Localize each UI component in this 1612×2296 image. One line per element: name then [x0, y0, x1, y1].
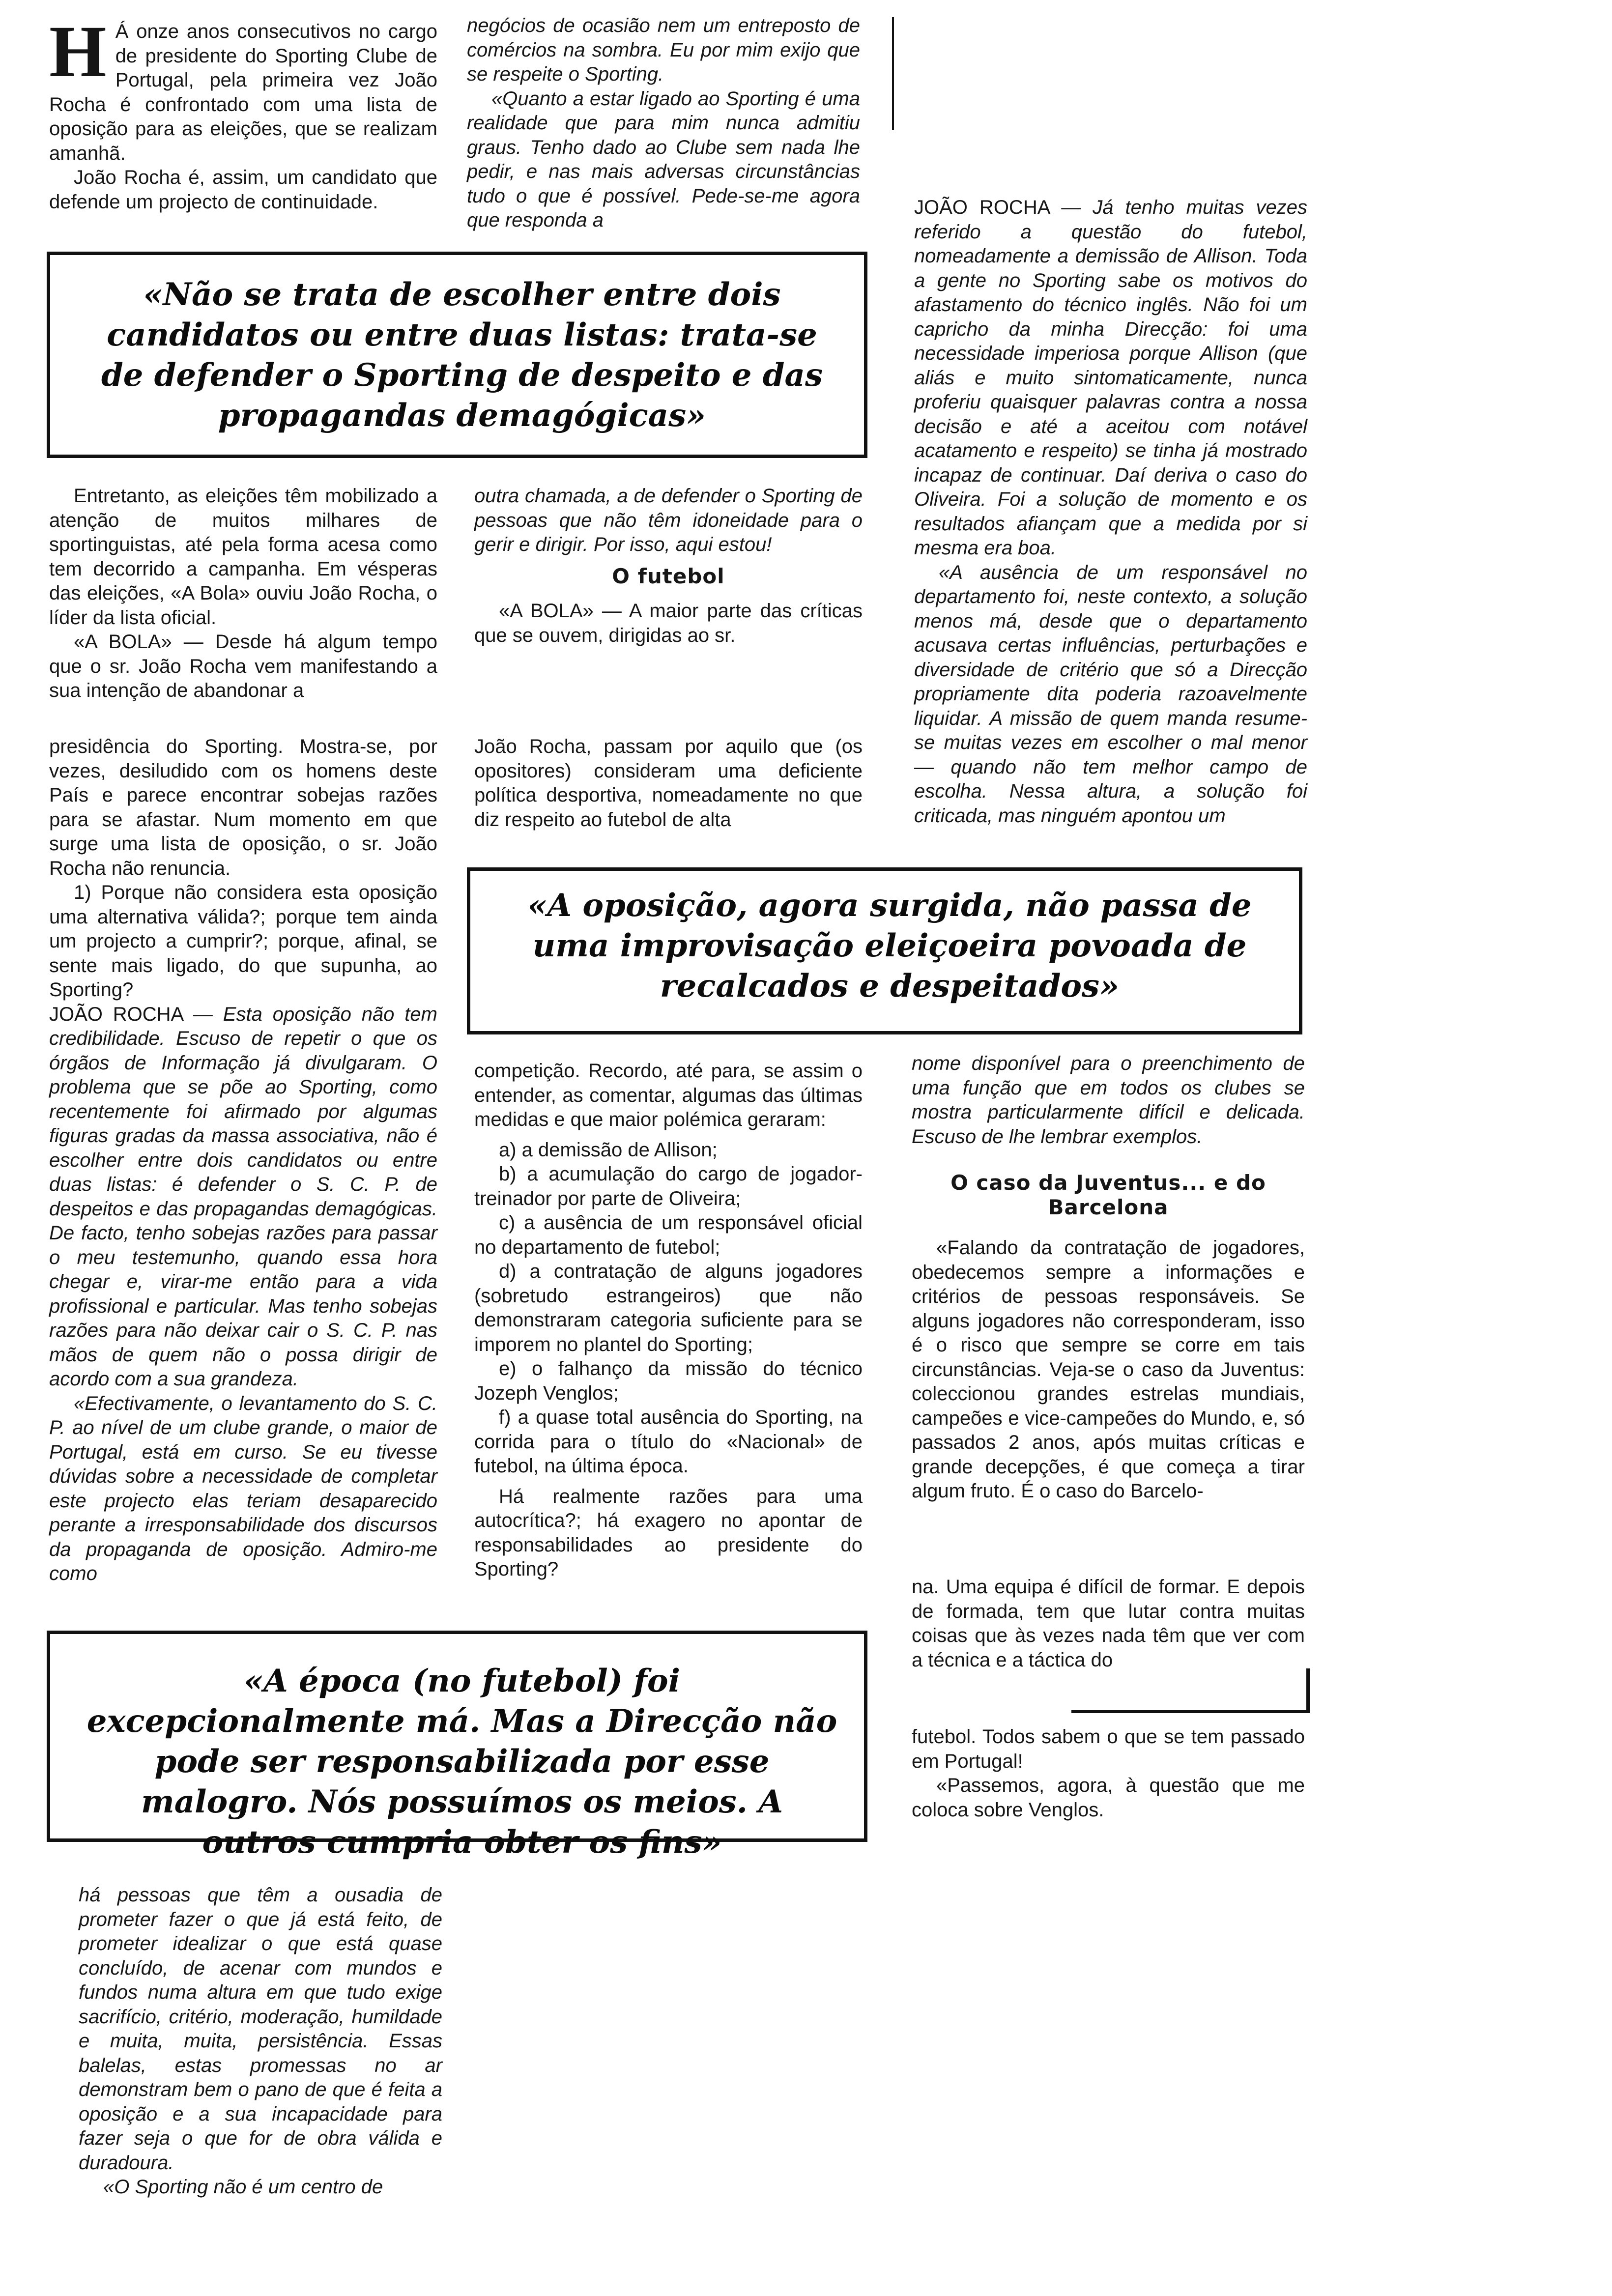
col3-lower-block [912, 1575, 1305, 1672]
subhead-futebol: O futebol [612, 564, 725, 588]
col3-top-paragraph-2: «A ausência de um responsável no departamento foi, neste contexto, a solução menos má, desde que o departamento acusava certas influências, perturbações e diversidade de critério que só a Direcção propriamente dita poderia razoavelmente liquidar. A missão de quem manda resume-se muitas vezes em escolher o mal menor — quando não tem melhor campo de escolha. Nessa altura, a solução foi criticada, mas ninguém apontou um [914, 561, 1307, 827]
col1-mid-block [49, 484, 437, 703]
col1-lower-paragraph-1: presidência do Sporting. Mostra-se, por vezes, desiludido com os homens deste País e parece encontrar sobejas razões para se afastar. Num momento em que surge uma lista de oposição, o sr. João Rocha não renuncia. [49, 736, 437, 879]
column-rule-bottom [1071, 1710, 1310, 1713]
pull-quote-2-text: «A oposição, agora surgida, não passa de uma improvisação eleiçoeira povoada de recalcados e despeitados» [527, 887, 1252, 1004]
col3-bottom-block [912, 1725, 1305, 1822]
pull-quote-2 [467, 867, 1302, 1034]
list-item: d) a contratação de alguns jogadores (sobretudo estrangeiros) que não demonstraram categoria suficiente para se imporem no plantel do Sporting; [474, 1261, 863, 1355]
col2-bottom-paragraph-1: competição. Recordo, até para, se assim o entender, as comentar, algumas das últimas medidas e que maior polémica geraram: [474, 1060, 863, 1130]
col1-lower-block [49, 735, 437, 1586]
col2-lower-block [474, 735, 863, 832]
col3-top-block [914, 196, 1307, 828]
col2-top-paragraph-1: negócios de ocasião nem um entreposto de comércios na sombra. Eu por mim exijo que se respeite o Sporting. [467, 15, 860, 85]
criticisms-list [474, 1138, 863, 1479]
speaker-label: JOÃO ROCHA — [914, 197, 1093, 218]
intro-paragraph-2: João Rocha é, assim, um candidato que defende um projecto de continuidade. [49, 167, 437, 213]
col3-bottom-paragraph-2: «Passemos, agora, à questão que me coloca sobre Venglos. [912, 1775, 1305, 1821]
col3-mid-paragraph-1: nome disponível para o preenchimento de uma função que em todos os clubes se mostra particularmente difícil e delicada. Escuso de lhe lembrar exemplos. [912, 1053, 1305, 1148]
subhead-juventus: O caso da Juventus... e do Barcelona [950, 1171, 1266, 1219]
col1-mid-paragraph-2: «A BOLA» — Desde há algum tempo que o sr. João Rocha vem manifestando a sua intenção de abandonar a [49, 631, 437, 701]
col2-mid-paragraph-2: «A BOLA» — A maior parte das críticas que se ouvem, dirigidas ao sr. [474, 600, 863, 646]
col1-mid-paragraph-1: Entretanto, as eleições têm mobilizado a atenção de muitos milhares de sportinguistas, até pela forma acesa como tem decorrido a campanha. Em vésperas das eleições, «A Bola» ouviu João Rocha, o líder da lista oficial. [49, 485, 437, 629]
col2-mid-paragraph-1: outra chamada, a de defender o Sporting de pessoas que não têm idoneidade para o gerir e dirigir. Por isso, aqui estou! [474, 485, 863, 555]
col3-mid-block [912, 1052, 1305, 1504]
list-item: e) o falhanço da missão do técnico Jozeph Venglos; [474, 1358, 863, 1404]
col2-bottom-block [474, 1059, 863, 1582]
list-item: b) a acumulação do cargo de jogador-treinador por parte de Oliveira; [474, 1163, 863, 1209]
col1-bottom-block [79, 1883, 442, 2200]
col2-top-block [467, 14, 860, 233]
list-item: c) a ausência de um responsável oficial no departamento de futebol; [474, 1212, 863, 1258]
col3-lower-paragraph-1: na. Uma equipa é difícil de formar. E depois de formada, tem que lutar contra muitas coisas que às vezes nada têm que ver com a técnica e a táctica do [912, 1576, 1305, 1671]
col2-bottom-paragraph-2: Há realmente razões para uma autocrítica?; há exagero no apontar de responsabilidades ao presidente do Sporting? [474, 1485, 863, 1580]
col2-top-paragraph-2: «Quanto a estar ligado ao Sporting é uma realidade que para mim nunca admitiu graus. Tenho dado ao Clube sem nada lhe pedir, e nas mais adversas circunstâncias tudo o que é possível. Pede-se-me agora que responda a [467, 87, 860, 231]
list-item: f) a quase total ausência do Sporting, na corrida para o título do «Nacional» de futebol, na última época. [474, 1406, 863, 1477]
intro-block [49, 11, 437, 214]
col2-lower-paragraph-1: João Rocha, passam por aquilo que (os opositores) consideram uma deficiente política desportiva, nomeadamente no que diz respeito ao futebol de alta [474, 736, 863, 831]
list-item: a) a demissão de Allison; [499, 1139, 718, 1161]
col3-top-paragraph-1-text: Já tenho muitas vezes referido a questão do futebol, nomeadamente a demissão de Allison. Toda a gente no Sporting sabe os motivos do afastamento do técnico inglês. Não foi um capricho da minha Direcção: foi uma necessidade imperiosa porque Allison (que aliás e muito sintomaticamente, nunca proferiu quaisquer palavras contra a nossa decisão e até a aceitou com notável acatamento e respeito) se tinha já mostrado incapaz de continuar. Daí deriva o caso do Oliveira. Foi a solução de momento e os resultados afiançam que a medida por si mesma era boa. [914, 197, 1307, 559]
col1-bottom-paragraph-1: há pessoas que têm a ousadia de prometer fazer o que já está feito, de prometer idealizar o que está quase concluído, de acenar com mundos e fundos numa altura em que tudo exige sacrifício, critério, moderação, humildade e muita, muita, persistência. Essas balelas, estas promessas no ar demonstram bem o pano de que é feita a oposição e a sua incapacidade para fazer seja o que for de obra válida e duradoura. [79, 1884, 442, 2174]
pull-quote-1 [47, 252, 867, 458]
col3-mid-paragraph-2: «Falando da contratação de jogadores, obedecemos sempre a informações e critérios de pessoas responsáveis. Se alguns jogadores não corresponderam, isso é o risco que sempre se corre em tais circunstâncias. Veja-se o caso da Juventus: coleccionou grandes estrelas mundiais, campeões e vice-campeões do Mundo, e, só passados 2 anos, após muitas críticas e grande decepções, é que começa a tirar algum fruto. É o caso do Barcelo- [912, 1237, 1305, 1502]
intro-paragraph-1: Á onze anos consecutivos no cargo de presidente do Sporting Clube de Portugal, pela primeira vez João Rocha é confrontado com uma lista de oposição para as eleições, que se realizam amanhã. [49, 21, 437, 164]
drop-cap: H [49, 11, 107, 92]
column-rule-right [1306, 1668, 1310, 1713]
pull-quote-3-text: «A época (no futebol) foi excepcionalmente má. Mas a Direcção não pode ser responsabilizada por esse malogro. Nós possuímos os meios. A outros cumpria obter os fins» [86, 1663, 837, 1861]
col3-top-paragraph-1 [914, 196, 1307, 561]
col1-bottom-paragraph-2: «O Sporting não é um centro de [103, 2176, 383, 2198]
col1-lower-paragraph-2: 1) Porque não considera esta oposição uma alternativa válida?; porque tem ainda um projecto a cumprir?; porque, afinal, se sente mais ligado, do que supunha, ao Sporting? [49, 882, 437, 1001]
pull-quote-3 [47, 1631, 867, 1861]
col1-lower-paragraph-3-text: Esta oposição não tem credibilidade. Escuso de repetir o que os órgãos de Informação já divulgaram. O problema que se põe ao Sporting, como recentemente foi afirmado por algumas figuras gradas da massa associativa, não é escolher entre dois candidatos ou entre duas listas: é defender o S. C. P. de despeitos e das propagandas demagógicas. De facto, tenho sobejas razões para passar o meu testemunho, quando essa hora chegar e, virar-me então para a vida profissional e particular. Mas tenho sobejas razões para não deixar cair o S. C. P. nas mãos de quem não o possa dirigir de acordo com a sua grandeza. [49, 1003, 437, 1390]
pull-quote-1-text: «Não se trata de escolher entre dois candidatos ou entre duas listas: trata-se de defender o Sporting de despeito e das propagandas demagógicas» [101, 276, 823, 434]
col1-lower-paragraph-4: «Efectivamente, o levantamento do S. C. P. ao nível de um clube grande, o maior de Portugal, está em curso. Se eu tivesse dúvidas sobre a necessidade de completar este projecto elas teriam desaparecido perante a irresponsabilidade dos discursos da propaganda de oposição. Admiro-me como [49, 1392, 437, 1584]
column-rule-top [892, 17, 894, 130]
col2-mid-block [474, 484, 863, 648]
speaker-label: JOÃO ROCHA — [49, 1003, 223, 1025]
col1-lower-paragraph-3 [49, 1003, 437, 1392]
col3-bottom-paragraph-1: futebol. Todos sabem o que se tem passado em Portugal! [912, 1726, 1305, 1772]
